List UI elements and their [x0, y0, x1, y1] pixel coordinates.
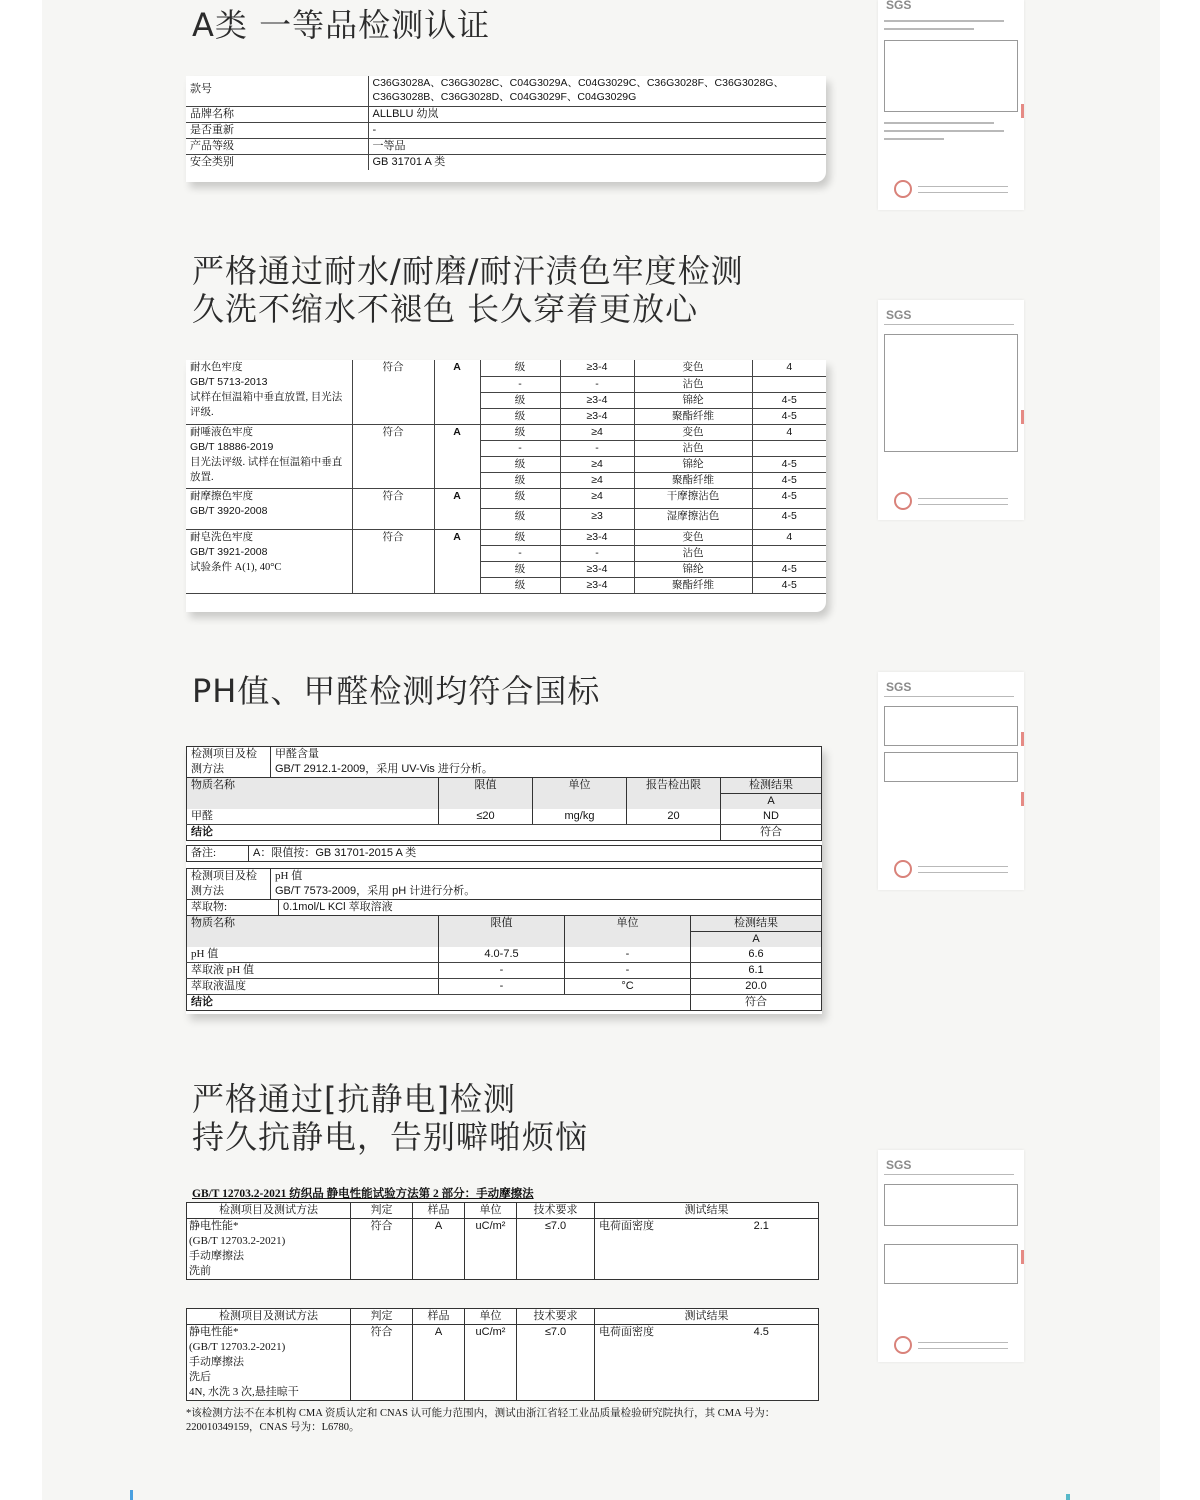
unit: 级: [480, 488, 560, 509]
test-name: 耐水色牢度: [190, 362, 243, 373]
assessment: 湿摩擦沾色: [634, 509, 752, 530]
item-line: 手动摩擦法: [189, 1356, 244, 1368]
assessment: 沾色: [634, 440, 752, 456]
sample: A: [413, 1219, 465, 1280]
test-name: 耐唾液色牢度: [190, 426, 253, 438]
requirement: ≥4: [560, 424, 634, 440]
metric: 电荷面密度: [599, 1220, 654, 1232]
sample: A: [413, 1325, 465, 1401]
remark: A：限值按：GB 31701-2015 A 类: [253, 847, 417, 859]
substance: pH 值: [187, 947, 439, 963]
decorative-mark: [1066, 1494, 1070, 1500]
antistatic-footnote: *该检测方法不在本机构 CMA 资质认定和 CNAS 认可能力范围内，测试由浙江省轻工业品质量检验研究院执行，其 CMA 号为：220010349159，CNAS 号为：L6780。: [186, 1408, 776, 1433]
item-line: 静电性能*: [189, 1220, 239, 1232]
item-line: (GB/T 12703.2-2021): [189, 1235, 286, 1247]
header-result: 测试结果: [595, 1203, 819, 1219]
unit: -: [480, 376, 560, 392]
header-result: 检测结果: [721, 778, 822, 794]
conclusion-label: 结论: [187, 825, 721, 841]
header-verdict: 判定: [351, 1203, 413, 1219]
sgs-logo: SGS: [886, 680, 912, 694]
stamp-icon: [894, 860, 912, 878]
test-note: 目光法评级. 试样在恒温箱中垂直放置.: [190, 456, 343, 483]
row-label: 安全类别: [190, 155, 234, 168]
sgs-certificate-thumbnail[interactable]: [878, 672, 1024, 890]
header-result: 检测结果: [691, 916, 822, 932]
table-row: [186, 529, 826, 545]
section1-heading: A类 一等品检测认证: [192, 6, 491, 44]
section2-heading-line1: 严格通过耐水/耐磨/耐汗渍色牢度检测: [192, 252, 744, 290]
assessment: 锦纶: [634, 561, 752, 577]
item-label: 检测项目及检测方法: [187, 869, 271, 900]
sample: A: [434, 529, 480, 593]
result: 4-5: [752, 472, 826, 488]
row-label: 品牌名称: [186, 106, 368, 122]
assessment: 聚酯纤维: [634, 472, 752, 488]
section3-heading: PH值、甲醛检测均符合国标: [192, 672, 601, 710]
header-substance: 物质名称: [187, 778, 439, 794]
requirement: ≥3-4: [560, 360, 634, 376]
unit: -: [480, 545, 560, 561]
sgs-certificate-thumbnail[interactable]: [878, 0, 1024, 210]
result: 4-5: [752, 509, 826, 530]
limit: -: [439, 963, 565, 979]
stamp-icon: [894, 180, 912, 198]
test-standard: GB/T 3921-2008: [190, 545, 268, 558]
requirement: ≥3-4: [560, 392, 634, 408]
unit: 级: [480, 577, 560, 593]
requirement: -: [560, 440, 634, 456]
table-row: [186, 360, 826, 376]
colorfastness-table: [186, 360, 826, 612]
verdict: 符合: [352, 529, 434, 593]
style-numbers: C36G3028A、C36G3028C、C04G3029A、C04G3029C、C36G3028F、C36G3028G、C36G3028B、C36G3028D、C04G3029F、C04G3029G: [368, 76, 826, 106]
ph-formaldehyde-table: [186, 746, 822, 1014]
result: 4-5: [752, 456, 826, 472]
header-requirement: 技术要求: [517, 1309, 595, 1325]
unit: 级: [480, 360, 560, 376]
unit: -: [480, 440, 560, 456]
requirement: ≥3-4: [560, 577, 634, 593]
requirement: ≥4: [560, 472, 634, 488]
stamp-icon: [894, 492, 912, 510]
item-line: (GB/T 12703.2-2021): [189, 1341, 286, 1353]
unit: °C: [565, 979, 691, 995]
brand-name: ALLBLU 幼岚: [368, 106, 826, 122]
assessment: 锦纶: [634, 456, 752, 472]
assessment: 聚酯纤维: [634, 408, 752, 424]
unit: 级: [480, 472, 560, 488]
section4-heading-line2: 持久抗静电，告别噼啪烦恼: [192, 1118, 589, 1156]
extract-label: 萃取物:: [187, 900, 279, 916]
limit: ≤20: [439, 809, 533, 825]
unit: mg/kg: [533, 809, 627, 825]
conclusion: 符合: [745, 996, 767, 1008]
requirement: ≥3-4: [560, 408, 634, 424]
result: 2.1: [753, 1220, 769, 1232]
item-line: 洗前: [189, 1265, 211, 1277]
sgs-certificate-thumbnail[interactable]: [878, 1150, 1024, 1362]
unit: 级: [480, 529, 560, 545]
safety-category: GB 31701 A 类: [368, 154, 826, 170]
result: 20.0: [691, 979, 822, 995]
antistatic-table: [186, 1186, 826, 1436]
header-item: 检测项目及测试方法: [187, 1309, 351, 1325]
unit: -: [565, 947, 691, 963]
verdict: 符合: [351, 1219, 413, 1280]
section2-heading-line2: 久洗不缩水不褪色 长久穿着更放心: [192, 290, 699, 328]
unit: uC/m²: [465, 1325, 517, 1401]
product-grade: 一等品: [368, 138, 826, 154]
table-row: [187, 979, 822, 995]
assessment: 锦纶: [634, 392, 752, 408]
requirement: ≥4: [560, 456, 634, 472]
sample: A: [434, 360, 480, 424]
header-limit: 限值: [439, 916, 565, 932]
test-name: 耐皂洗色牢度: [190, 531, 253, 543]
table-row: [187, 947, 822, 963]
antistatic-title: GB/T 12703.2-2021 纺织品 静电性能试验方法第 2 部分：手动摩擦法: [192, 1188, 534, 1200]
row-label: 产品等级: [186, 138, 368, 154]
header-requirement: 技术要求: [517, 1203, 595, 1219]
unit: 级: [480, 561, 560, 577]
assessment: 沾色: [634, 376, 752, 392]
unit: uC/m²: [465, 1219, 517, 1280]
result: 4.5: [753, 1326, 769, 1338]
sgs-certificate-thumbnail[interactable]: [878, 300, 1024, 520]
assessment: 沾色: [634, 545, 752, 561]
header-unit: 单位: [533, 778, 627, 794]
table-row: [186, 122, 826, 138]
header-sample: 样品: [413, 1309, 465, 1325]
limit: 4.0-7.5: [439, 947, 565, 963]
assessment: 变色: [634, 529, 752, 545]
requirement: -: [560, 545, 634, 561]
result: 6.1: [691, 963, 822, 979]
result: 4-5: [752, 392, 826, 408]
test-standard: GB/T 18886-2019: [190, 440, 274, 453]
header-unit: 单位: [465, 1203, 517, 1219]
remark-label: 备注:: [187, 846, 249, 862]
result: 4: [752, 360, 826, 376]
header-unit: 单位: [465, 1309, 517, 1325]
assessment: 变色: [634, 424, 752, 440]
table-row: [186, 488, 826, 509]
sgs-logo: SGS: [886, 0, 912, 12]
section4-heading-line1: 严格通过[抗静电]检测: [192, 1080, 516, 1118]
sgs-logo: SGS: [886, 1158, 912, 1172]
test-standard: GB/T 3920-2008: [190, 504, 268, 517]
result: 4-5: [752, 488, 826, 509]
substance: 甲醛: [187, 809, 439, 825]
retest-value: -: [368, 122, 826, 138]
requirement: -: [560, 376, 634, 392]
table-row: [186, 154, 826, 170]
row-label: 款号: [186, 76, 368, 106]
requirement: ≥3-4: [560, 561, 634, 577]
product-info-table: [186, 76, 826, 182]
metric: 电荷面密度: [599, 1326, 654, 1338]
unit: 级: [480, 392, 560, 408]
verdict: 符合: [352, 360, 434, 424]
requirement: ≥3-4: [560, 529, 634, 545]
table-row: [187, 1325, 819, 1401]
row-label: 是否重新: [186, 122, 368, 138]
unit: 级: [480, 408, 560, 424]
stamp-icon: [894, 1336, 912, 1354]
header-item: 检测项目及测试方法: [187, 1203, 351, 1219]
item-label: 检测项目及检测方法: [187, 747, 271, 778]
result: 4-5: [752, 577, 826, 593]
method: GB/T 2912.1-2009，采用 UV-Vis 进行分析。: [275, 763, 493, 775]
sgs-logo: SGS: [886, 308, 912, 322]
unit: -: [565, 963, 691, 979]
result: 4: [752, 529, 826, 545]
detection-limit: 20: [627, 809, 721, 825]
conclusion: 符合: [760, 826, 782, 838]
table-row: [186, 138, 826, 154]
assessment: 变色: [634, 360, 752, 376]
assessment: 干摩擦沾色: [634, 488, 752, 509]
header-verdict: 判定: [351, 1309, 413, 1325]
requirement: ≥3: [560, 509, 634, 530]
unit: 级: [480, 456, 560, 472]
result-sample: A: [767, 795, 775, 807]
substance: 萃取液 pH 值: [187, 963, 439, 979]
header-sample: 样品: [413, 1203, 465, 1219]
table-row: [187, 963, 822, 979]
verdict: 符合: [351, 1325, 413, 1401]
assessment: 聚酯纤维: [634, 577, 752, 593]
result: 4: [752, 424, 826, 440]
item-line: 4N, 水洗 3 次,悬挂晾干: [189, 1386, 299, 1398]
item-line: 洗后: [189, 1371, 211, 1383]
verdict: 符合: [352, 424, 434, 488]
test-note: 试验条件 A(1), 40°C: [190, 561, 282, 573]
limit: -: [439, 979, 565, 995]
result-sample: A: [752, 933, 760, 945]
table-row: [186, 424, 826, 440]
result: 6.6: [691, 947, 822, 963]
test-name: 耐摩擦色牢度: [190, 490, 253, 502]
item-line: 手动摩擦法: [189, 1250, 244, 1262]
sample: A: [434, 424, 480, 488]
item-line: 静电性能*: [189, 1326, 239, 1338]
table-row: [187, 1219, 819, 1280]
header-substance: 物质名称: [187, 916, 439, 932]
unit: 级: [480, 509, 560, 530]
conclusion-label: 结论: [187, 995, 691, 1011]
sample: A: [434, 488, 480, 529]
result: ND: [721, 809, 822, 825]
header-unit: 单位: [565, 916, 691, 932]
header-limit: 限值: [439, 778, 533, 794]
test-note: 试样在恒温箱中垂直放置, 目光法评级.: [190, 392, 343, 418]
result: [752, 440, 826, 456]
item-name: pH 值: [275, 870, 303, 882]
header-result: 测试结果: [595, 1309, 819, 1325]
extract: 0.1mol/L KCl 萃取溶液: [283, 901, 393, 913]
requirement: ≤7.0: [517, 1325, 595, 1401]
result: [752, 545, 826, 561]
result: 4-5: [752, 561, 826, 577]
substance: 萃取液温度: [187, 979, 439, 995]
result: [752, 376, 826, 392]
requirement: ≥4: [560, 488, 634, 509]
result: 4-5: [752, 408, 826, 424]
unit: 级: [480, 424, 560, 440]
method: GB/T 7573-2009，采用 pH 计进行分析。: [275, 885, 476, 897]
requirement: ≤7.0: [517, 1219, 595, 1280]
header-detection-limit: 报告检出限: [627, 778, 721, 794]
test-standard: GB/T 5713-2013: [190, 376, 268, 388]
table-row: [186, 76, 826, 106]
table-row: [186, 106, 826, 122]
decorative-mark: [130, 1490, 133, 1500]
verdict: 符合: [352, 488, 434, 529]
item-name: 甲醛含量: [275, 748, 319, 760]
